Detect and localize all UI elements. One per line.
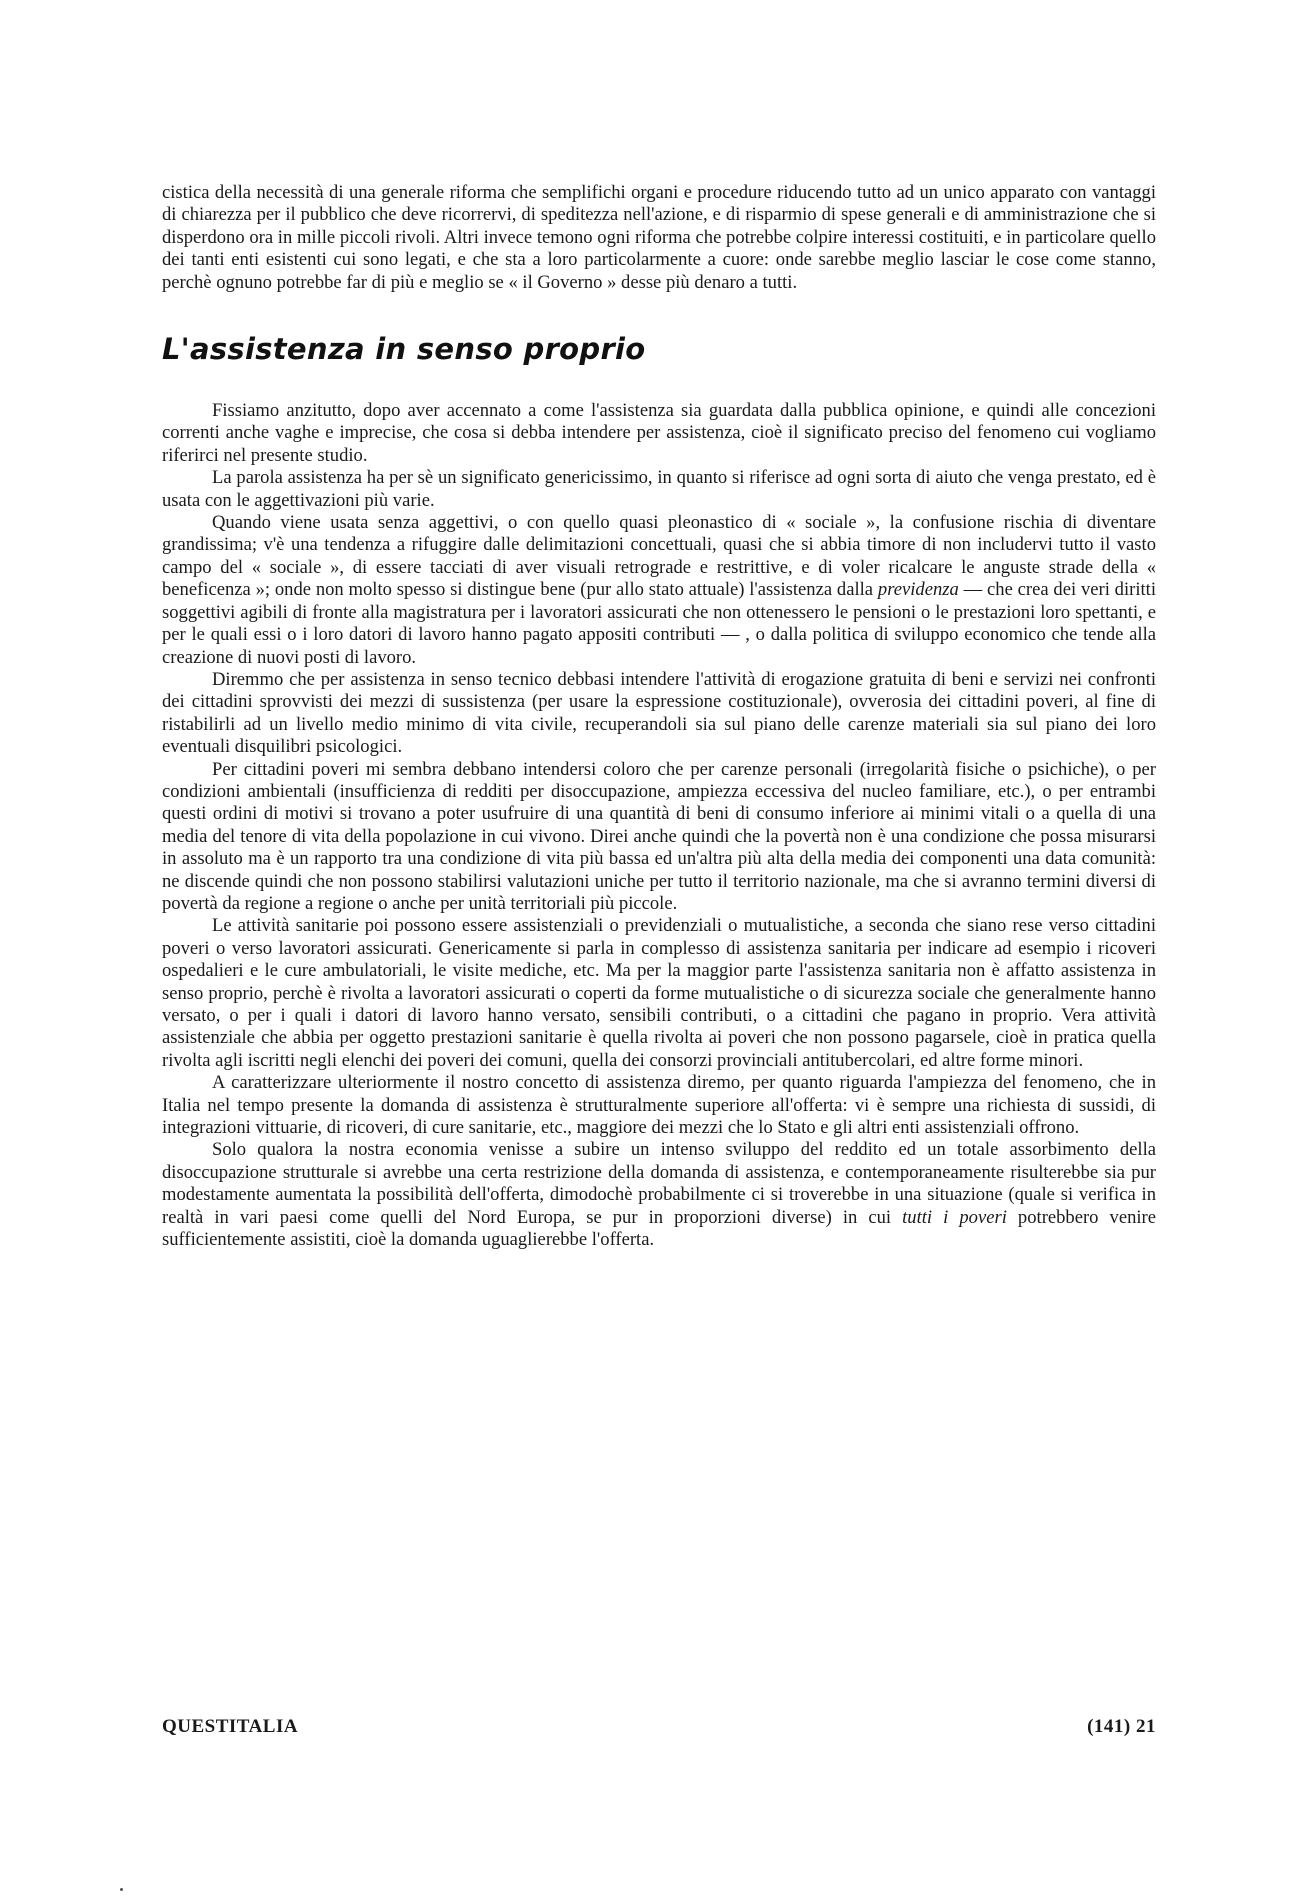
paragraph: Fissiamo anzitutto, dopo aver accennato a come l'assistenza sia guardata dalla pubblica opinione, e quindi alle concezioni correnti anche vaghe e imprecise, che cosa si debba intendere per assistenza, cioè il significato preciso del fenomeno cui vogliamo riferirci nel presente studio. bbox=[162, 400, 1156, 466]
page-footer bbox=[162, 1716, 1156, 1738]
page-content bbox=[162, 182, 1156, 1251]
paragraph-text: Solo qualora la nostra economia venisse a subire un intenso sviluppo del reddito ed un totale assorbimento della disoccupazione strutturale si avrebbe una certa restrizione della domanda di assistenza, e contemporaneamente risulterebbe sia pur modestamente aumentata la possibilità dell'offerta, dimodochè probabilmente ci si troverebbe in una situazione (quale si verifica in realtà in vari paesi come quelli del Nord Europa, se pur in proporzioni diverse) in cui bbox=[162, 1139, 1156, 1228]
section-body bbox=[162, 400, 1156, 1251]
emphasized-term: previdenza bbox=[877, 579, 959, 601]
paragraph: Per cittadini poveri mi sembra debbano intendersi coloro che per carenze personali (irregolarità fisiche o psichiche), o per condizioni ambientali (insufficienza di redditi per disoccupazione, ampiezza eccessiva del nucleo familiare, etc.), o per entrambi questi ordini di motivi si trovano a poter usufruire di una quantità di beni di consumo inferiore ai minimi vitali o a quella di una media del tenore di vita della popolazione in cui vivono. Direi anche quindi che la povertà non è una condizione che possa misurarsi in assoluto ma è un rapporto tra una condizione di vita più bassa ed un'altra più alta della media dei componenti una data comunità: ne discende quindi che non possono stabilirsi valutazioni uniche per tutto il territorio nazionale, ma che si avranno termini diversi di povertà da regione a regione o anche per unità territoriali più piccole. bbox=[162, 758, 1156, 914]
paragraph bbox=[162, 512, 1156, 669]
section-title: L'assistenza in senso proprio bbox=[162, 332, 646, 367]
page-number: (141) 21 bbox=[1087, 1716, 1156, 1737]
journal-name: QUESTITALIA bbox=[162, 1716, 299, 1737]
scan-speck bbox=[120, 1888, 123, 1891]
paragraph: Le attività sanitarie poi possono essere assistenziali o previdenziali o mutualistiche, a seconda che siano rese verso cittadini poveri o verso lavoratori assicurati. Genericamente si parla in complesso di assistenza sanitaria per indicare ad esempio i ricoveri ospedalieri e le cure ambulatoriali, le visite mediche, etc. Ma per la maggior parte l'assistenza sanitaria non è affatto assistenza in senso proprio, perchè è rivolta a lavoratori assicurati o coperti da forme mutualistiche o di sicurezza sociale che generalmente hanno versato, o per i quali i datori di lavoro hanno versato, sensibili contributi, o a cittadini che pagano in proprio. Vera attività assistenziale che abbia per oggetto prestazioni sanitarie è quella rivolta ai poveri che non possono pagarsele, cioè in pratica quella rivolta agli iscritti negli elenchi dei poveri dei comuni, quella dei consorzi provinciali antitubercolari, ed altre forme minori. bbox=[162, 915, 1156, 1071]
paragraph-text: — che crea dei veri diritti soggettivi agibili di fronte alla magistratura per i lavoratori assicurati che non ottenessero le pensioni o le prestazioni loro spettanti, e per le quali essi o i loro datori di lavoro hanno pagato appositi contributi — , o dalla politica di sviluppo economico che tende alla creazione di nuovi posti di lavoro. bbox=[162, 579, 1156, 668]
paragraph: Diremmo che per assistenza in senso tecnico debbasi intendere l'attività di erogazione gratuita di beni e servizi nei confronti dei cittadini sprovvisti dei mezzi di sussistenza (per usare la espressione costituzionale), ovverosia dei cittadini poveri, al fine di ristabilirli ad un livello medio minimo di vita civile, recuperandoli sia sul piano delle carenze materiali sia sul piano dei loro eventuali disquilibri psicologici. bbox=[162, 668, 1156, 758]
paragraph: La parola assistenza ha per sè un significato genericissimo, in quanto si riferisce ad ogni sorta di aiuto che venga prestato, ed è usata con le aggettivazioni più varie. bbox=[162, 467, 1156, 511]
intro-paragraph: cistica della necessità di una generale riforma che semplifichi organi e procedure riducendo tutto ad un unico apparato con vantaggi di chiarezza per il pubblico che deve ricorrervi, di speditezza nell'azione, e di risparmio di spese generali e di amministrazione che si disperdono ora in mille piccoli rivoli. Altri invece temono ogni riforma che potrebbe colpire interessi costituiti, e in particolare quello dei tanti enti esistenti cui sono legati, e che sta a loro particolarmente a cuore: onde sarebbe meglio lasciar le cose come stanno, perchè ognuno potrebbe far di più e meglio se « il Governo » desse più denaro a tutti. bbox=[162, 182, 1156, 293]
paragraph-text: Quando viene usata senza aggettivi, o con quello quasi pleonastico di « sociale », la confusione rischia di diventare grandissima; v'è una tendenza a rifuggire dalle delimitazioni concettuali, quasi che si abbia timore di non includervi tutto il vasto campo del « sociale », di essere tacciati di aver visuali retrograde e restrittive, e di voler ricalcare le anguste strade della « beneficenza »; onde non molto spesso si distingue bene (pur allo stato attuale) l'assistenza dalla bbox=[162, 512, 1156, 601]
paragraph: A caratterizzare ulteriormente il nostro concetto di assistenza diremo, per quanto riguarda l'ampiezza del fenomeno, che in Italia nel tempo presente la domanda di assistenza è strutturalmente superiore all'offerta: vi è sempre una richiesta di sussidi, di integrazioni vittuarie, di ricoveri, di cure sanitarie, etc., maggiore dei mezzi che lo Stato e gli altri enti assistenziali offrono. bbox=[162, 1072, 1156, 1139]
paragraph bbox=[162, 1139, 1156, 1251]
emphasized-term: tutti i poveri bbox=[902, 1206, 1007, 1228]
paragraph-text: potrebbero venire sufficientemente assistiti, cioè la domanda uguaglierebbe l'offerta. bbox=[162, 1206, 1156, 1251]
